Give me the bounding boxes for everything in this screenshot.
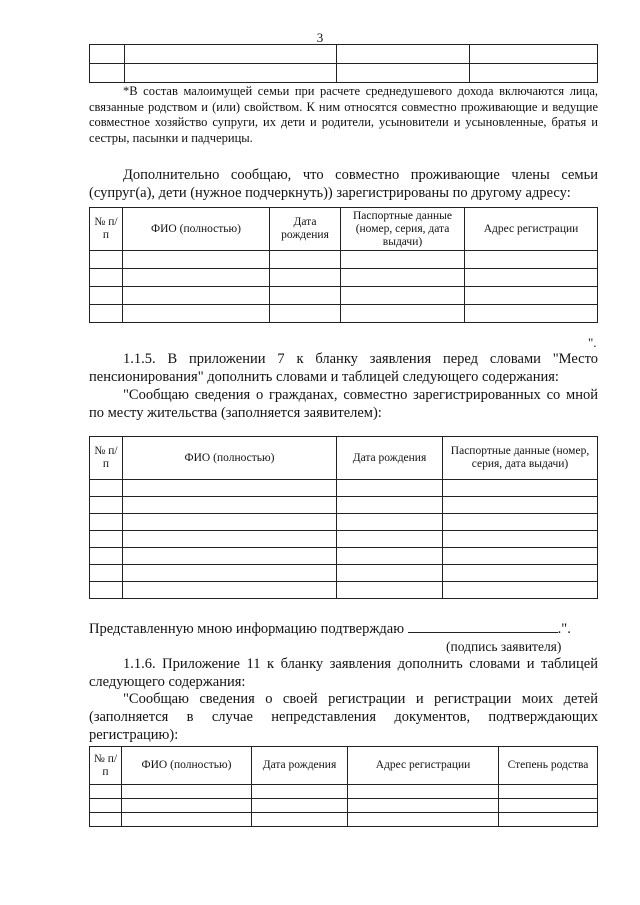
para-115-quote: "Сообщаю сведения о гражданах, совместно зарегистрированных со мной по месту жительства (заполняется заявителем): <box>89 387 598 421</box>
page-number: 3 <box>316 30 324 45</box>
table-coregistered <box>89 436 598 599</box>
signature-line[interactable] <box>408 619 558 633</box>
th-passport: Паспортные данные (номер, серия, дата выдачи) <box>341 208 465 251</box>
signature-caption: (подпись заявителя) <box>446 639 562 654</box>
th-address: Адрес регистрации <box>465 208 598 251</box>
footnote: *В состав малоимущей семьи при расчете среднедушевого дохода включаются лица, связанные родством и (или) свойством. К ним относятся совместно проживающие и ведущие совместное хозяйство супруги, их дети и родители, усыновители и усыновленные, братья и сестры, пасынки и падчерицы. <box>89 84 598 145</box>
para-116-quote: "Сообщаю сведения о своей регистрации и регистрации моих детей (заполняется в случае непредставления документов, подтверждающих регистрацию): <box>89 691 598 743</box>
table-other-address <box>89 207 598 323</box>
table-children <box>89 746 598 827</box>
th-fio: ФИО (полностью) <box>123 437 337 480</box>
th-birthdate: Дата рождения <box>270 208 341 251</box>
th-birthdate: Дата рождения <box>252 747 348 785</box>
confirmation-line <box>89 619 609 638</box>
th-relation: Степень родства <box>499 747 598 785</box>
top-table-fragment <box>89 44 598 83</box>
confirm-text: Представленную мною информацию подтверждаю <box>89 621 405 637</box>
th-passport: Паспортные данные (номер, серия, дата выдачи) <box>443 437 598 480</box>
th-address: Адрес регистрации <box>348 747 499 785</box>
para-115: 1.1.5. В приложении 7 к бланку заявления перед словами "Место пенсионирования" дополнить словами и таблицей следующего содержания: <box>89 351 598 385</box>
closing-mark: ". <box>588 335 597 350</box>
th-fio: ФИО (полностью) <box>122 747 252 785</box>
confirm-end: .". <box>557 621 571 637</box>
para-116: 1.1.6. Приложение 11 к бланку заявления дополнить словами и таблицей следующего содержания: <box>89 656 598 690</box>
th-number: № п/п <box>90 208 123 251</box>
th-fio: ФИО (полностью) <box>123 208 270 251</box>
th-number: № п/п <box>90 747 122 785</box>
th-birthdate: Дата рождения <box>337 437 443 480</box>
para-additional: Дополнительно сообщаю, что совместно проживающие члены семьи (супруг(а), дети (нужное подчеркнуть)) зарегистрированы по другому адресу: <box>89 167 598 201</box>
th-number: № п/п <box>90 437 123 480</box>
